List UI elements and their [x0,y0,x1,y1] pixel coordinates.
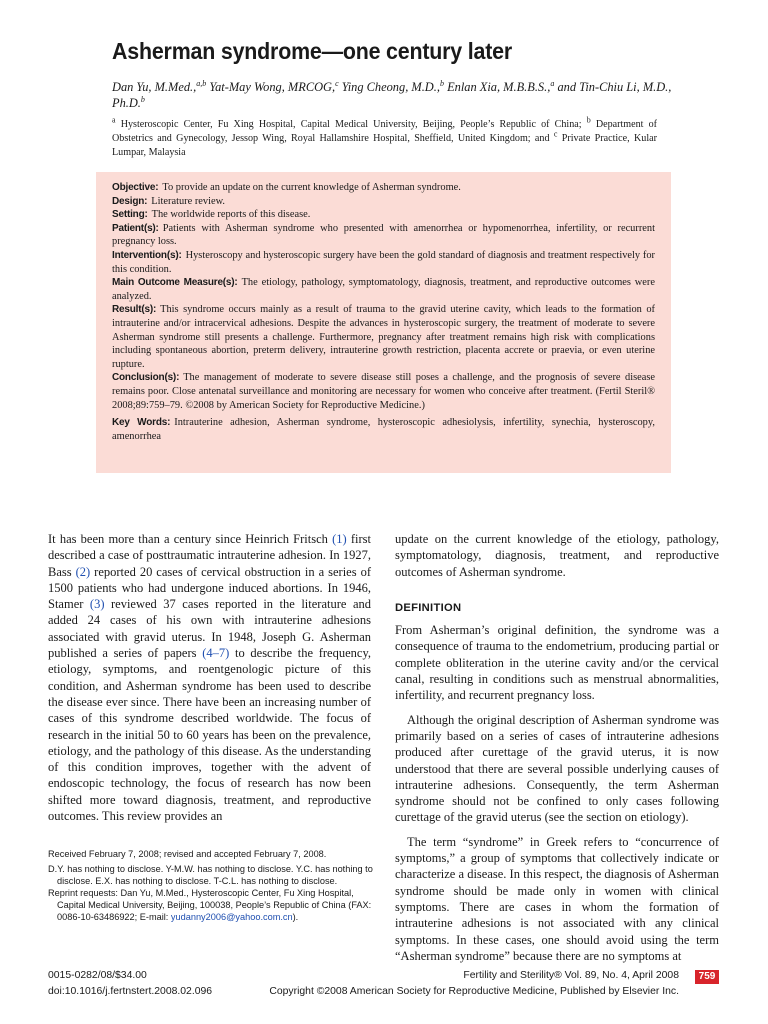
intro-paragraph [48,531,371,824]
abstract-text: Hysteroscopy and hysteroscopic surgery have been the gold standard of diagnosis and treatment respectively for this condition. [112,249,655,275]
author-name: Dan Yu, M.Med., [112,80,197,94]
author-affiliation-mark: a,b [196,78,207,88]
body-text: reported 20 cases of cervical obstruction in a series of 1500 patients who had undergone induced abortions. In 1946, Stamer [48,564,371,612]
right-column [395,531,719,964]
abstract-label: Main Outcome Measure(s): [112,277,238,289]
citation-link[interactable]: (1) [332,532,347,546]
page-number-badge: 759 [695,970,719,984]
abstract-keywords [112,416,655,443]
citation-link[interactable]: (4–7) [202,646,230,661]
reprint-note [48,888,373,924]
affiliation-mark: c [553,129,558,139]
affiliation-mark: b [586,115,591,125]
affiliation-mark: a [112,115,116,125]
definition-paragraph: From Asherman’s original definition, the syndrome was a consequence of trauma to the endometrium, producing partial or complete obliteration in the uterine cavity and/or the cervical canal, resulting in conditions such as menstrual abnormalities, infertility, and recurrent pregnancy loss. [395,623,719,703]
author-name: Enlan Xia, M.B.B.S., [447,80,551,94]
author-affiliation-mark: c [335,78,339,88]
abstract-label: Key Words: [112,417,171,429]
abstract-label: Result(s): [112,304,157,316]
abstract-text: Intrauterine adhesion, Asherman syndrome, hysteroscopic adhesiolysis, infertility, synechia, hysteroscopy, amenorrhea [112,417,655,442]
abstract-design [112,195,655,209]
footer-right [254,968,679,999]
issn: 0015-0282/08/$34.00 [48,970,147,981]
journal-citation: Fertility and Sterility® Vol. 89, No. 4, April 2008 [463,970,679,981]
abstract-label: Setting: [112,209,148,221]
reprint-text: ). [292,911,299,922]
definition-paragraph: The term “syndrome” in Greek refers to “concurrence of symptoms,” a group of symptoms that collectively indicate or characterize a disease. In this respect, the diagnosis of Asherman syndrome should be made only in women with clinical symptoms. There are cases in whom the formation of intrauterine adhesions is not associated with any clinical symptoms. In these cases, one should avoid using the term “Asherman syndrome” because there are no symptoms at [395,834,719,963]
author-name: Yat-May Wong, MRCOG, [209,80,336,94]
author-affiliation-mark: a [550,78,555,88]
citation-link[interactable]: (2) [75,564,91,579]
abstract-outcome [112,276,655,303]
abstract-text: Patients with Asherman syndrome who presented with amenorrhea or hypomenorrhea, infertility, or recurrent pregnancy loss. [112,222,655,248]
citation-link[interactable]: (3) [89,597,105,612]
abstract-label: Design: [112,195,148,207]
section-heading-definition: DEFINITION [395,601,462,614]
intro-text-tail: to describe the frequency, etiology, symptoms, and roentgenologic picture of this condition, and Asherman syndrome has been used to describe the disease ever since. There have been an increasing number of cases of this syndrome described worldwide. The focus of research in the initial 50 to 60 years has been on the prevalence, etiology, and the pathology of this disease. As the understanding of this condition improves, together with the advent of endoscopic technology, the focus of research has now been shifted more toward diagnosis, treatment, and reproductive outcomes. This review provides an [48,646,372,824]
abstract-box [96,172,671,473]
abstract-interventions [112,249,655,276]
author-affiliation-mark: b [439,78,444,88]
author-list [112,79,672,111]
abstract-objective [112,181,655,195]
copyright: Copyright ©2008 American Society for Reproductive Medicine, Published by Elsevier Inc. [269,985,679,997]
email-link[interactable]: yudanny2006@yahoo.com.cn [170,911,293,922]
article-title: Asherman syndrome—one century later [112,38,513,64]
footer-left [48,968,212,999]
affiliations [112,115,658,161]
body-text: first described a case of posttraumatic intrauterine adhesion. In 1927, Bass [48,532,371,579]
abstract-setting [112,208,655,222]
affiliation-text: Department of Obstetrics and Gynecology, Jessop Wing, Royal Hallamshire Hospital, Sheffield, United Kingdom; and [112,119,658,145]
abstract-label: Intervention(s): [112,249,182,261]
definition-paragraph: Although the original description of Asherman syndrome was primarily based on a series of cases of intrauterine adhesions produced after curettage of the gravid uterus, it is now understood that there are several possible underlying causes of intrauterine adhesions. Consequently, the term Asherman syndrome should not be confined to only cases following curettage of the gravid uterus (see the section on etiology). [395,712,719,825]
body-text: It has been more than a century since Heinrich Fritsch [48,532,333,546]
affiliation-text: Private Practice, Kular Lumpar, Malaysia [112,133,657,159]
abstract-conclusions [112,371,655,412]
abstract-patients [112,222,655,249]
intro-column [48,531,371,824]
doi: doi:10.1016/j.fertnstert.2008.02.096 [48,985,213,997]
abstract-label: Patient(s): [112,222,159,234]
footnotes [48,849,373,923]
abstract-text: The worldwide reports of this disease. [151,209,311,221]
abstract-label: Conclusion(s): [112,372,180,384]
abstract-text: The management of moderate to severe disease still poses a challenge, and the prognosis of severe disease remains poor. Close antenatal surveillance and monitoring are necessary for women who conceive after treatment. (Fertil Steril® 2008;89:759–79. ©2008 by American Society for Reproductive Medicine.) [112,372,655,411]
abstract-text: The etiology, pathology, symptomatology, diagnosis, treatment, and reproductive outcomes were analyzed. [112,277,655,302]
author-affiliation-mark: b [140,94,145,104]
received-note: Received February 7, 2008; revised and accepted February 7, 2008. [48,849,327,859]
body-text: reviewed 37 cases reported in the literature and added 24 cases of his own with intrauterine adhesions associated with gravid uterus. In 1948, Joseph G. Asherman published a series of papers [48,597,371,661]
disclosure-note: D.Y. has nothing to disclose. Y-M.W. has nothing to disclose. Y.C. has nothing to disclose. E.X. has nothing to disclose. T-C.L. has nothing to disclose. [48,863,373,886]
abstract-text: This syndrome occurs mainly as a result of trauma to the gravid uterine cavity, which leads to the formation of intrauterine and/or intracervical adhesions. Despite the advances in hysteroscopic surgery, the treatment of moderate to severe Asherman syndrome still presents a challenge. Furthermore, pregnancy after treatment remains high risk with complications including spontaneous abortion, preterm delivery, intrauterine growth restriction, placenta accrete or praevia, or even uterine rupture. [112,304,655,370]
abstract-label: Objective: [112,182,159,193]
abstract-results [112,303,655,371]
abstract-text: To provide an update on the current knowledge of Asherman syndrome. [162,182,461,193]
reprint-text: Reprint requests: Dan Yu, M.Med., Hysteroscopic Center, Fu Xing Hospital, Capital Medical University, Beijing, 100038, People’s Republic of China (FAX: 0086-10-63486922; E-mail: [48,887,372,922]
author-name: Ying Cheong, M.D., [341,80,440,94]
affiliation-text: Hysteroscopic Center, Fu Xing Hospital, Capital Medical University, Beijing, People’s Republic of China; [120,119,582,130]
intro-continuation: update on the current knowledge of the etiology, pathology, symptomatology, diagnosis, treatment, and reproductive outcomes of Asherman syndrome. [395,532,719,579]
abstract-text: Literature review. [151,195,226,207]
author-name: and Tin-Chiu Li, M.D., Ph.D. [112,80,672,110]
